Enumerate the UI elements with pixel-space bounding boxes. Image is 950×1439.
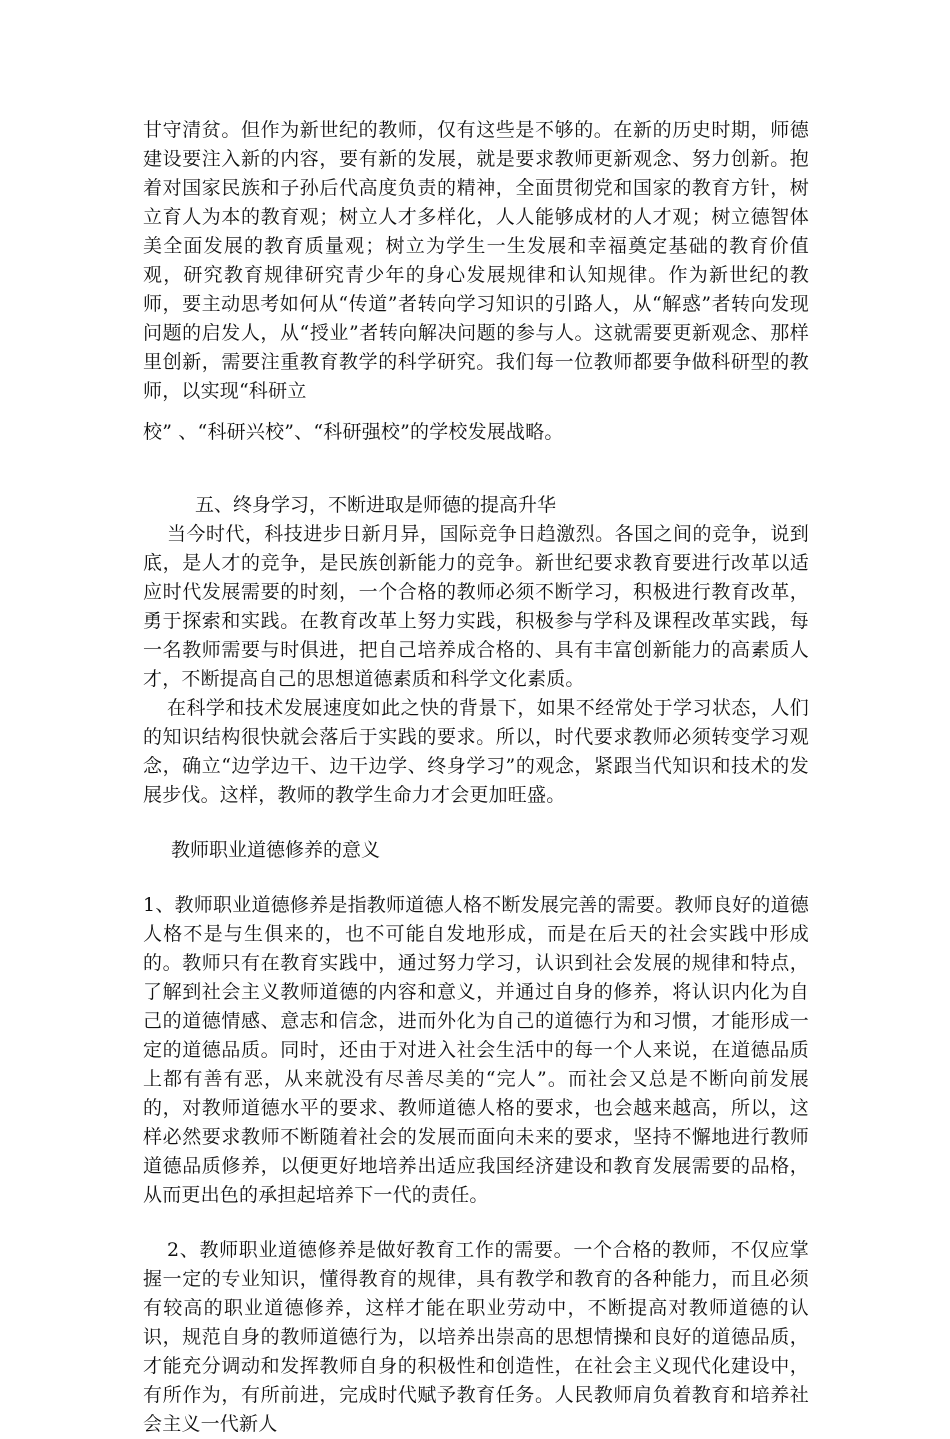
paragraph-continued: 甘守清贫。但作为新世纪的教师，仅有这些是不够的。在新的历史时期，师德建设要注入新的内容，要有新的发展，就是要求教师更新观念、努力创新。抱着对国家民族和子孙后代高度负责的精神，全面贯彻党和国家的教育方针，树立育人为本的教育观；树立人才多样化，人人能够成材的人才观；树立德智体美全面发展的教育质量观；树立为学生一生发展和幸福奠定基础的教育价值观，研究教育规律研究青少年的身心发展规律和认知规律。作为新世纪的教师，要主动思考如何从“传道”者转向学习知识的引路人，从“解惑”者转向发现问题的启发人，从“授业”者转向解决问题的参与人。这就需要更新观念、那样里创新，需要注重教育教学的科学研究。我们每一位教师都要争做科研型的教师，以实现“科研立: [143, 119, 809, 402]
paragraph-continued-tail: 校” 、“科研兴校”、“科研强校”的学校发展战略。: [143, 421, 564, 443]
section-heading-five: 五、终身学习，不断进取是师德的提高升华: [195, 494, 557, 516]
paragraph-item-1: 1、教师职业道德修养是指教师道德人格不断发展完善的需要。教师良好的道德人格不是与生俱来的，也不可能自发地形成，而是在后天的社会实践中形成的。教师只有在教育实践中，通过努力学习，认识到社会发展的规律和特点，了解到社会主义教师道德的内容和意义，并通过自身的修养，将认识内化为自己的道德情感、意志和信念，进而外化为自己的道德行为和习惯，才能形成一定的道德品质。同时，还由于对进入社会生活中的每一个人来说，在道德品质上都有善有恶，从来就没有尽善尽美的“完人”。而社会又总是不断向前发展的，对教师道德水平的要求、教师道德人格的要求，也会越来越高，所以，这样必然要求教师不断随着社会的发展而面向未来的要求，坚持不懈地进行教师道德品质修养，以便更好地培养出适应我国经济建设和教育发展需要的品格，从而更出色的承担起培养下一代的责任。: [143, 894, 809, 1206]
section-heading-meaning: 教师职业道德修养的意义: [171, 839, 381, 861]
paragraph-five-b: 在科学和技术发展速度如此之快的背景下，如果不经常处于学习状态，人们的知识结构很快就会落后于实践的要求。所以，时代要求教师必须转变学习观念，确立“边学边干、边干边学、终身学习”的观念，紧跟当代知识和技术的发展步伐。这样，教师的教学生命力才会更加旺盛。: [143, 697, 809, 806]
document-page: [143, 116, 809, 1439]
paragraph-five-a: 当今时代，科技进步日新月异，国际竞争日趋激烈。各国之间的竞争，说到底，是人才的竞争，是民族创新能力的竞争。新世纪要求教育要进行改革以适应时代发展需要的时刻，一个合格的教师必须不断学习，积极进行教育改革，勇于探索和实践。在教育改革上努力实践，积极参与学科及课程改革实践，每一名教师需要与时俱进，把自己培养成合格的、具有丰富创新能力的高素质人才，不断提高自己的思想道德素质和科学文化素质。: [143, 523, 809, 690]
paragraph-item-2: 2、教师职业道德修养是做好教育工作的需要。一个合格的教师，不仅应掌握一定的专业知识，懂得教育的规律，具有教学和教育的各种能力，而且必须有较高的职业道德修养，这样才能在职业劳动中，不断提高对教师道德的认识，规范自身的教师道德行为，以培养出崇高的思想情操和良好的道德品质，才能充分调动和发挥教师自身的积极性和创造性，在社会主义现代化建设中，有所作为，有所前进，完成时代赋予教育任务。人民教师肩负着教育和培养社会主义一代新人: [143, 1239, 809, 1435]
